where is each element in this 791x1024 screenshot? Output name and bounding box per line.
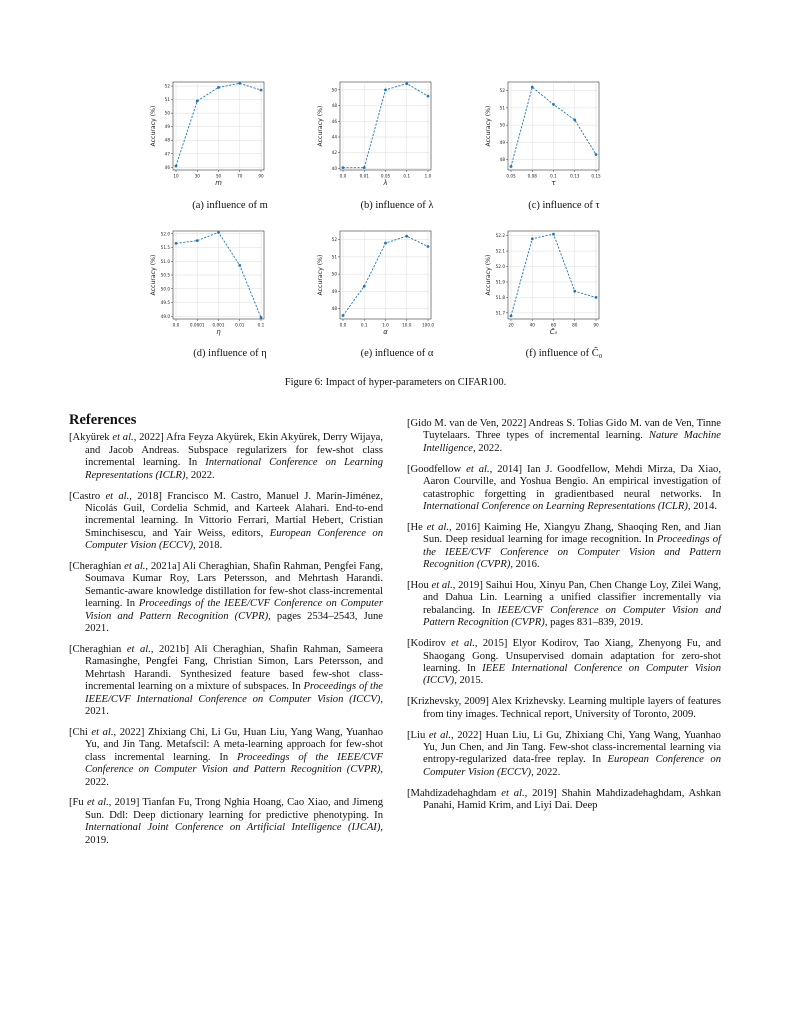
y-tick-label: 44 bbox=[331, 134, 337, 140]
chart-panel-alpha bbox=[313, 227, 433, 357]
x-tick-label: 60 bbox=[550, 322, 557, 328]
reference-venue: International Conference on Learning Representations (ICLR) bbox=[85, 457, 383, 481]
data-point bbox=[595, 153, 598, 156]
reference-etal: et al. bbox=[105, 490, 130, 502]
reference-key-end: , 2019] bbox=[524, 787, 557, 799]
data-point bbox=[217, 231, 220, 234]
y-tick-label: 51.5 bbox=[160, 245, 170, 250]
reference-etal: et al. bbox=[112, 432, 134, 444]
reference-key: [Castro bbox=[69, 490, 106, 502]
data-point bbox=[427, 245, 430, 248]
reference-venue: Proceedings of the IEEE/CVF Conference on Computer Vision and Pattern Recognition (CVPR) bbox=[423, 534, 722, 571]
reference-tail: , 2022. bbox=[531, 766, 561, 778]
data-point bbox=[196, 100, 199, 103]
x-tick-label: 30 bbox=[194, 173, 200, 179]
reference-entry bbox=[69, 561, 383, 635]
reference-key: [Chi bbox=[69, 726, 92, 738]
reference-text: Afra Feyza Akyürek, Ekin Akyürek, Derry Wijaya, and Jacob Andreas. Subspace regularizers for few-shot class incremental learning. In bbox=[85, 432, 383, 469]
data-point bbox=[427, 95, 430, 98]
x-tick-label: 0.1 bbox=[257, 322, 265, 328]
subcaption-b: (b) influence of λ bbox=[360, 200, 434, 211]
line-chart bbox=[481, 78, 606, 198]
reference-etal: et al. bbox=[426, 521, 450, 533]
references-left-column bbox=[69, 414, 383, 856]
reference-entry bbox=[69, 644, 383, 718]
reference-tail: , 2022. bbox=[85, 764, 383, 788]
reference-venue: European Conference on Computer Vision (ECCV) bbox=[423, 754, 722, 778]
reference-key: [Liu bbox=[407, 729, 429, 741]
x-tick-label: 40 bbox=[529, 322, 535, 328]
x-tick-label: 0.15 bbox=[591, 173, 601, 179]
reference-key: [Goodfellow bbox=[407, 463, 467, 475]
subcaption-d: (d) influence of η bbox=[193, 348, 267, 359]
x-tick-label: 70 bbox=[237, 173, 243, 179]
reference-entry bbox=[69, 432, 383, 482]
x-tick-label: 0.1 bbox=[550, 173, 557, 179]
reference-key: [Cheraghian bbox=[69, 644, 127, 655]
reference-key: [Akyürek bbox=[69, 432, 113, 444]
chart-panel-c0 bbox=[481, 227, 601, 357]
y-tick-label: 51 bbox=[331, 254, 337, 260]
reference-key: [Krizhevsky, 2009] bbox=[407, 696, 489, 708]
data-point bbox=[531, 237, 534, 240]
reference-entry bbox=[407, 464, 721, 514]
reference-entry bbox=[407, 730, 721, 780]
y-axis-label: Accuracy (%) bbox=[485, 254, 492, 296]
data-point bbox=[405, 235, 408, 238]
y-tick-label: 46 bbox=[164, 164, 170, 170]
data-point bbox=[175, 165, 178, 168]
reference-etal: et al. bbox=[501, 787, 525, 799]
data-point bbox=[238, 264, 241, 267]
reference-text: Alex Krizhevsky. Learning multiple layers of features from tiny images. Technical report, University of Toronto, 2009. bbox=[423, 696, 721, 720]
x-tick-label: 1.0 bbox=[382, 322, 389, 328]
data-point bbox=[510, 315, 513, 318]
data-point bbox=[342, 166, 345, 169]
reference-key: [Hou bbox=[407, 579, 432, 591]
data-point bbox=[363, 166, 366, 169]
y-tick-label: 52 bbox=[331, 237, 337, 243]
x-axis-label: η bbox=[216, 328, 221, 336]
data-point bbox=[552, 103, 555, 106]
y-tick-label: 48 bbox=[331, 103, 337, 109]
reference-venue: IEEE/CVF Conference on Computer Vision and Pattern Recognition (CVPR) bbox=[423, 604, 721, 629]
x-tick-label: 10.0 bbox=[402, 322, 412, 328]
y-tick-label: 47 bbox=[164, 151, 170, 157]
data-point bbox=[552, 233, 555, 236]
reference-tail: , pages 2534–2543, June 2021. bbox=[85, 610, 383, 635]
line-chart bbox=[146, 227, 271, 347]
y-tick-label: 51.8 bbox=[495, 294, 505, 300]
reference-key-end: , 2019] bbox=[452, 579, 483, 591]
y-tick-label: 49.0 bbox=[160, 313, 170, 319]
y-tick-label: 50.5 bbox=[160, 272, 170, 278]
x-axis-label: α bbox=[383, 328, 388, 336]
y-tick-label: 50.0 bbox=[160, 286, 170, 292]
data-point bbox=[196, 239, 199, 242]
reference-key-end: , 2021b] bbox=[150, 644, 190, 655]
reference-text: Ian J. Goodfellow, Mehdi Mirza, Da Xiao, Aaron Courville, and Yoshua Bengio. An empirical investigation of catastrophic forgetting in gradientbased neural networks. In bbox=[423, 463, 721, 500]
y-axis-label: Accuracy (%) bbox=[317, 254, 324, 296]
y-tick-label: 48 bbox=[499, 157, 505, 163]
x-tick-label: 100.0 bbox=[422, 322, 434, 328]
y-tick-label: 52.1 bbox=[495, 248, 505, 254]
x-axis-label: τ bbox=[551, 179, 556, 187]
y-tick-label: 51.9 bbox=[495, 279, 505, 285]
figure-caption: Figure 6: Impact of hyper-parameters on CIFAR100. bbox=[284, 377, 507, 388]
reference-text: Shahin Mahdizadehaghdam, Ashkan Panahi, Hamid Krim, and Liyi Dai. Deep bbox=[423, 787, 722, 812]
x-tick-label: 0.001 bbox=[212, 322, 225, 328]
reference-key: [He bbox=[407, 521, 427, 533]
reference-text: Tianfan Fu, Trong Nghia Hoang, Cao Xiao, and Jimeng Sun. Ddl: Deep dictionary learning for predictive phenotyping. In bbox=[85, 797, 384, 821]
x-axis-label: C̃₀ bbox=[549, 328, 558, 336]
references-right-column bbox=[407, 418, 721, 821]
data-point bbox=[217, 86, 220, 89]
y-tick-label: 50 bbox=[164, 110, 170, 116]
x-tick-label: 90 bbox=[258, 173, 264, 179]
data-point bbox=[363, 285, 366, 288]
reference-key: [Fu bbox=[69, 797, 87, 809]
y-tick-label: 52 bbox=[164, 83, 170, 89]
y-axis-label: Accuracy (%) bbox=[150, 254, 157, 296]
x-tick-label: 0.01 bbox=[359, 173, 369, 179]
reference-text: Elyor Kodirov, Tao Xiang, Zhenyong Fu, and Shaogang Gong. Unsupervised domain adaptation for zero-shot learning. In bbox=[423, 638, 721, 674]
reference-tail: , 2019. bbox=[85, 822, 383, 846]
reference-entry bbox=[69, 727, 383, 789]
reference-entry bbox=[407, 638, 721, 688]
y-tick-label: 52 bbox=[499, 88, 505, 94]
y-tick-label: 51.7 bbox=[495, 310, 505, 316]
reference-key-end: , 2022] bbox=[113, 726, 145, 738]
reference-key: [Mahdizadehaghdam bbox=[407, 787, 502, 799]
reference-venue: Proceedings of the IEEE/CVF Conference on Computer Vision and Pattern Recognition (CVPR) bbox=[85, 751, 383, 776]
reference-etal: et al. bbox=[428, 729, 451, 741]
reference-etal: et al. bbox=[86, 797, 109, 809]
reference-key: [Kodirov bbox=[407, 638, 452, 650]
y-tick-label: 49 bbox=[331, 288, 337, 294]
reference-venue: International Joint Conference on Artificial Intelligence (IJCAI) bbox=[85, 822, 381, 834]
data-point bbox=[405, 82, 408, 85]
reference-etal: et al. bbox=[126, 644, 151, 655]
reference-text: Kaiming He, Xiangyu Zhang, Shaoqing Ren, and Jian Sun. Deep residual learning for image recognition. In bbox=[423, 521, 721, 546]
y-tick-label: 52.2 bbox=[495, 233, 505, 239]
reference-key-end: , 2016] bbox=[449, 521, 481, 533]
x-tick-label: 0.0 bbox=[339, 173, 347, 179]
x-tick-label: 0.0001 bbox=[189, 322, 205, 328]
reference-text: Andreas S. Tolias Gido M. van de Ven, Tinne Tuytelaars. Three types of incremental learning. bbox=[423, 418, 722, 442]
x-tick-label: 0.08 bbox=[527, 173, 537, 179]
subcaption-e: (e) influence of α bbox=[360, 348, 434, 359]
subcaption-f: (f) influence of C̃₀ bbox=[525, 348, 603, 359]
reference-text: Huan Liu, Li Gu, Zhixiang Chi, Yang Wang, Yuanhao Yu, Jun Chen, and Jin Tang. Few-shot class-incremental learning via entropy-regularized data-free replay. In bbox=[423, 729, 721, 766]
reference-key: [Gido M. van de Ven, 2022] bbox=[407, 418, 527, 429]
x-tick-label: 0.01 bbox=[235, 322, 245, 328]
reference-etal: et al. bbox=[466, 463, 490, 475]
reference-key-end: , 2014] bbox=[489, 463, 523, 475]
y-tick-label: 51 bbox=[499, 105, 505, 111]
reference-entry bbox=[407, 696, 721, 721]
y-tick-label: 49 bbox=[499, 139, 505, 145]
subcaption-a: (a) influence of m bbox=[192, 200, 268, 211]
reference-key-end: , 2019] bbox=[108, 797, 140, 809]
reference-tail: , 2021. bbox=[85, 693, 383, 718]
section-title: References bbox=[69, 412, 137, 428]
data-point bbox=[384, 242, 387, 245]
reference-tail: , 2016. bbox=[510, 559, 540, 571]
line-chart bbox=[313, 227, 438, 347]
reference-text: Saihui Hou, Xinyu Pan, Chen Change Loy, Zilei Wang, and Dahua Lin. Learning a unified classifier incrementally via rebalancing. In bbox=[423, 579, 722, 616]
y-tick-label: 49 bbox=[164, 124, 170, 130]
reference-tail: , pages 831–839, 2019. bbox=[544, 617, 644, 629]
reference-etal: et al. bbox=[451, 638, 475, 650]
data-point bbox=[175, 242, 178, 245]
x-axis-label: λ bbox=[383, 179, 388, 187]
data-point bbox=[342, 314, 345, 317]
data-point bbox=[238, 82, 241, 85]
y-tick-label: 51.0 bbox=[160, 258, 170, 264]
reference-text: Francisco M. Castro, Manuel J. Marín-Jiménez, Nicolás Guil, Cordelia Schmid, and Karteek Alahari. End-to-end incremental learning. In Vittorio Ferrari, Martial Hebert, Cristian Sminchisescu, and Yair Weiss, editors, bbox=[85, 490, 384, 539]
reference-text: Ali Cheraghian, Shafin Rahman, Pengfei Fang, Soumava Kumar Roy, Lars Petersson, and Mehrtash Harandi. Semantic-aware knowledge distillation for few-shot class-incremental learning. In bbox=[85, 561, 384, 610]
x-tick-label: 0.0 bbox=[172, 322, 180, 328]
reference-key-end: , 2015] bbox=[474, 638, 508, 650]
x-tick-label: 0.0 bbox=[339, 322, 347, 328]
y-axis-label: Accuracy (%) bbox=[317, 105, 324, 147]
y-tick-label: 46 bbox=[331, 118, 337, 124]
x-tick-label: 0.05 bbox=[506, 173, 516, 179]
x-tick-label: 0.13 bbox=[570, 173, 580, 179]
y-tick-label: 48 bbox=[164, 137, 170, 143]
reference-etal: et al. bbox=[431, 579, 453, 591]
reference-text: Zhixiang Chi, Li Gu, Huan Liu, Yang Wang, Yuanhao Yu, and Jin Tang. Metafscil: A meta-learning approach for few-shot class incremental learning. In bbox=[85, 726, 383, 763]
data-point bbox=[595, 296, 598, 299]
reference-key: [Cheraghian bbox=[69, 561, 125, 573]
chart-panel-m bbox=[146, 78, 266, 208]
data-point bbox=[573, 119, 576, 122]
y-tick-label: 52.0 bbox=[160, 231, 170, 237]
reference-entry bbox=[407, 788, 721, 813]
subcaption-c: (c) influence of τ bbox=[528, 200, 600, 211]
line-chart bbox=[481, 227, 606, 347]
y-tick-label: 50 bbox=[331, 271, 337, 277]
reference-entry bbox=[69, 491, 383, 553]
reference-venue: Proceedings of the IEEE/CVF Conference on Computer Vision and Pattern Recognition (CVPR) bbox=[85, 598, 383, 622]
reference-etal: et al. bbox=[124, 561, 146, 573]
reference-entry bbox=[407, 580, 721, 630]
reference-venue: European Conference on Computer Vision (ECCV) bbox=[85, 527, 384, 552]
x-tick-label: 80 bbox=[572, 322, 578, 328]
reference-key-end: , 2021a] bbox=[145, 561, 181, 573]
reference-venue: International Conference on Learning Representations (ICLR) bbox=[423, 500, 688, 512]
x-tick-label: 0.1 bbox=[360, 322, 368, 328]
data-point bbox=[260, 316, 263, 319]
data-point bbox=[384, 88, 387, 91]
line-chart bbox=[146, 78, 271, 198]
reference-tail: , 2022. bbox=[185, 469, 215, 481]
reference-key-end: , 2022] bbox=[450, 729, 482, 741]
chart-panel-tau bbox=[481, 78, 601, 208]
y-tick-label: 50 bbox=[499, 122, 505, 128]
line-chart bbox=[313, 78, 438, 198]
x-tick-label: 90 bbox=[593, 322, 599, 328]
reference-etal: et al. bbox=[91, 726, 114, 738]
y-tick-label: 52.0 bbox=[495, 264, 505, 270]
y-tick-label: 49.5 bbox=[160, 300, 170, 305]
chart-panel-eta bbox=[146, 227, 266, 357]
reference-key-end: , 2022] bbox=[133, 432, 164, 444]
reference-tail: , 2018. bbox=[193, 540, 223, 552]
reference-entry bbox=[407, 418, 721, 455]
reference-tail: , 2014. bbox=[687, 500, 718, 512]
y-tick-label: 40 bbox=[331, 165, 337, 171]
reference-entry bbox=[69, 797, 383, 847]
data-point bbox=[260, 89, 263, 92]
x-tick-label: 50 bbox=[215, 173, 222, 179]
reference-tail: , 2015. bbox=[454, 675, 484, 687]
x-tick-label: 1.0 bbox=[424, 173, 432, 179]
y-tick-label: 42 bbox=[331, 150, 337, 156]
x-axis-label: m bbox=[215, 179, 222, 187]
data-point bbox=[531, 86, 534, 89]
reference-text: Ali Cheraghian, Shafin Rahman, Sameera Ramasinghe, Pengfei Fang, Christian Simon, Lars Petersson, and Mehrtash Harandi. Synthesized feature based few-shot class-incremental learning on a mixture of subspaces. In bbox=[85, 644, 383, 693]
x-tick-label: 0.1 bbox=[403, 173, 411, 179]
data-point bbox=[510, 165, 513, 168]
y-tick-label: 48 bbox=[331, 306, 337, 312]
reference-venue: Nature Machine Intelligence bbox=[423, 430, 721, 454]
x-tick-label: 20 bbox=[508, 322, 514, 328]
y-axis-label: Accuracy (%) bbox=[485, 105, 492, 147]
reference-tail: , 2022. bbox=[473, 442, 503, 454]
reference-venue: Proceedings of the IEEE/CVF International Conference on Computer Vision (ICCV) bbox=[85, 681, 383, 705]
reference-entry bbox=[407, 522, 721, 572]
data-point bbox=[573, 290, 576, 293]
reference-key-end: , 2018] bbox=[129, 490, 162, 502]
chart-panel-lambda bbox=[313, 78, 433, 208]
y-tick-label: 50 bbox=[331, 87, 337, 93]
y-axis-label: Accuracy (%) bbox=[150, 105, 157, 147]
reference-venue: IEEE International Conference on Computer Vision (ICCV) bbox=[423, 662, 721, 687]
y-tick-label: 51 bbox=[164, 97, 170, 103]
x-tick-label: 10 bbox=[173, 173, 179, 179]
x-tick-label: 0.05 bbox=[380, 173, 391, 179]
